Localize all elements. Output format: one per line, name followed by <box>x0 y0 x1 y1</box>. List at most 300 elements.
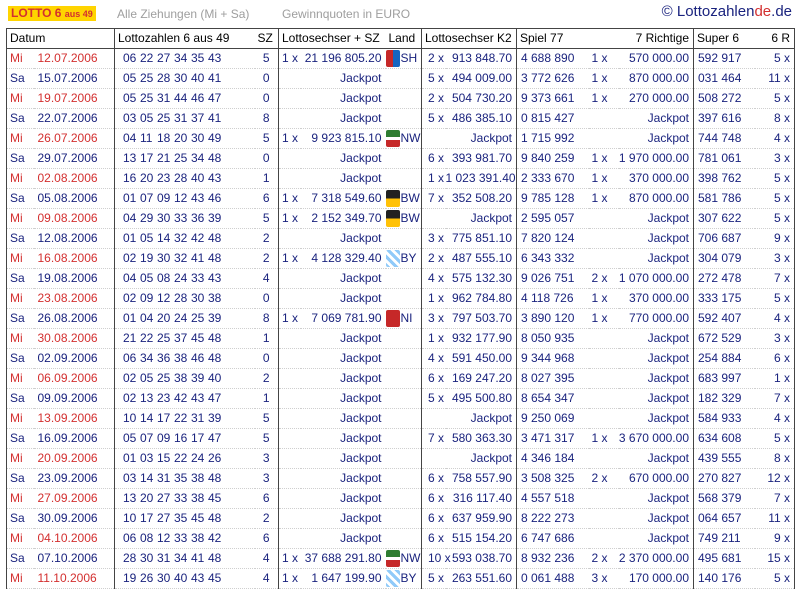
lotto-numbers <box>115 309 255 329</box>
flag-bayern-icon <box>386 250 400 267</box>
superzahl: 1 <box>255 169 279 189</box>
drawn-number: 33 <box>174 211 188 225</box>
drawn-number: 30 <box>191 131 205 145</box>
k2-amount: 932 177.90 <box>446 329 517 349</box>
lotto-results-table <box>6 28 795 589</box>
super6-number: 397 616 <box>694 109 755 129</box>
site-tld: de <box>775 3 792 20</box>
drawn-number: 30 <box>191 291 205 305</box>
land-cell <box>386 329 422 349</box>
table-row[interactable] <box>7 509 795 529</box>
k2-amount: 316 117.40 <box>446 489 517 509</box>
land-cell <box>386 569 422 589</box>
drawn-number: 04 <box>123 271 137 285</box>
s6-amount: Jackpot <box>301 369 386 389</box>
r7-count <box>589 449 619 469</box>
super6-number: 592 917 <box>694 49 755 69</box>
super6-number: 272 478 <box>694 269 755 289</box>
lotto-numbers <box>115 249 255 269</box>
superzahl: 4 <box>255 269 279 289</box>
flag-bayern-icon <box>386 570 400 587</box>
k2-count: 6 x <box>422 489 446 509</box>
drawn-number: 15 <box>157 451 171 465</box>
table-row[interactable] <box>7 269 795 289</box>
superzahl: 1 <box>255 329 279 349</box>
k2-amount: 591 450.00 <box>446 349 517 369</box>
k2-count <box>422 449 446 469</box>
drawn-number: 32 <box>174 251 188 265</box>
k2-count: 5 x <box>422 389 446 409</box>
drawn-number: 45 <box>191 511 205 525</box>
weekday: Sa <box>7 549 34 569</box>
table-row[interactable] <box>7 169 795 189</box>
drawn-number: 22 <box>140 331 154 345</box>
draw-date: 04.10.2006 <box>34 529 115 549</box>
s6-amount: Jackpot <box>301 329 386 349</box>
k2-amount: 486 385.10 <box>446 109 517 129</box>
k2-amount: 962 784.80 <box>446 289 517 309</box>
drawn-number: 30 <box>157 251 171 265</box>
lotto-numbers <box>115 49 255 69</box>
superzahl: 0 <box>255 89 279 109</box>
draw-date: 02.09.2006 <box>34 349 115 369</box>
r7-amount: 1 070 000.00 <box>619 269 694 289</box>
lotto-logo[interactable] <box>8 6 96 21</box>
spiel77-number: 9 250 069 <box>517 409 589 429</box>
table-row[interactable] <box>7 369 795 389</box>
draw-date: 29.07.2006 <box>34 149 115 169</box>
draw-date: 23.08.2006 <box>34 289 115 309</box>
spiel77-number: 9 373 661 <box>517 89 589 109</box>
r6-count: 5 x <box>755 89 795 109</box>
k2-count: 7 x <box>422 429 446 449</box>
lotto-numbers <box>115 89 255 109</box>
superzahl: 5 <box>255 409 279 429</box>
r6-count: 9 x <box>755 529 795 549</box>
land-code: NW <box>400 131 421 145</box>
draw-date: 11.10.2006 <box>34 569 115 589</box>
drawn-number: 42 <box>208 531 222 545</box>
k2-count: 1 x <box>422 169 446 189</box>
r6-count: 4 x <box>755 129 795 149</box>
drawn-number: 38 <box>174 371 188 385</box>
s6-count <box>279 109 301 129</box>
weekday: Sa <box>7 469 34 489</box>
table-row[interactable] <box>7 529 795 549</box>
k2-count: 4 x <box>422 349 446 369</box>
weekday: Mi <box>7 489 34 509</box>
k2-count: 5 x <box>422 69 446 89</box>
k2-count: 6 x <box>422 149 446 169</box>
s6-count <box>279 409 301 429</box>
drawn-number: 34 <box>174 551 188 565</box>
weekday: Sa <box>7 189 34 209</box>
drawn-number: 48 <box>208 471 222 485</box>
table-row[interactable] <box>7 129 795 149</box>
quotes-link[interactable]: Gewinnquoten in EURO <box>282 7 411 21</box>
drawn-number: 01 <box>123 191 137 205</box>
k2-count: 4 x <box>422 269 446 289</box>
table-row[interactable] <box>7 89 795 109</box>
k2-amount: Jackpot <box>446 449 517 469</box>
weekday: Mi <box>7 569 34 589</box>
weekday: Sa <box>7 349 34 369</box>
draw-date: 16.09.2006 <box>34 429 115 449</box>
super6-number: 307 622 <box>694 209 755 229</box>
drawn-number: 21 <box>157 151 171 165</box>
s6-count: 1 x <box>279 569 301 589</box>
k2-amount: 1 023 391.40 <box>446 169 517 189</box>
r7-amount: Jackpot <box>619 449 694 469</box>
drawn-number: 05 <box>123 71 137 85</box>
k2-count <box>422 129 446 149</box>
spiel77-number: 9 026 751 <box>517 269 589 289</box>
col-6r: 6 R <box>755 29 795 49</box>
table-row[interactable] <box>7 189 795 209</box>
drawn-number: 04 <box>123 211 137 225</box>
super6-number: 749 211 <box>694 529 755 549</box>
r6-count: 5 x <box>755 169 795 189</box>
table-row[interactable] <box>7 49 795 69</box>
table-row[interactable] <box>7 349 795 369</box>
spiel77-number: 8 222 273 <box>517 509 589 529</box>
drawn-number: 35 <box>174 471 188 485</box>
s6-count <box>279 289 301 309</box>
drawn-number: 06 <box>123 51 137 65</box>
r7-amount: Jackpot <box>619 509 694 529</box>
spiel77-number: 8 027 395 <box>517 369 589 389</box>
col-lottosechser-sz: Lottosechser + SZ <box>279 29 386 49</box>
r7-amount: 370 000.00 <box>619 169 694 189</box>
results-body <box>7 49 795 589</box>
drawn-number: 03 <box>123 111 137 125</box>
drawn-number: 44 <box>174 91 188 105</box>
k2-amount: 169 247.20 <box>446 369 517 389</box>
lotto-numbers <box>115 129 255 149</box>
spiel77-number: 3 772 626 <box>517 69 589 89</box>
drawn-number: 09 <box>140 291 154 305</box>
superzahl: 5 <box>255 129 279 149</box>
superzahl: 4 <box>255 569 279 589</box>
s6-count: 1 x <box>279 209 301 229</box>
lotto-numbers <box>115 229 255 249</box>
k2-amount: Jackpot <box>446 129 517 149</box>
drawn-number: 02 <box>123 391 137 405</box>
r6-count: 7 x <box>755 269 795 289</box>
lotto-numbers <box>115 509 255 529</box>
r7-count <box>589 349 619 369</box>
lotto-numbers <box>115 209 255 229</box>
draw-date: 30.09.2006 <box>34 509 115 529</box>
drawn-number: 34 <box>191 151 205 165</box>
super6-number: 744 748 <box>694 129 755 149</box>
drawn-number: 08 <box>140 531 154 545</box>
superzahl: 2 <box>255 249 279 269</box>
superzahl: 6 <box>255 489 279 509</box>
drawn-number: 16 <box>123 171 137 185</box>
land-cell <box>386 49 422 69</box>
land-cell <box>386 349 422 369</box>
r7-amount: 3 670 000.00 <box>619 429 694 449</box>
r7-amount: Jackpot <box>619 409 694 429</box>
drawn-number: 42 <box>174 391 188 405</box>
superzahl: 8 <box>255 309 279 329</box>
drawn-number: 10 <box>123 511 137 525</box>
logo-small: aus 49 <box>64 9 93 19</box>
weekday: Mi <box>7 529 34 549</box>
spiel77-number: 4 346 184 <box>517 449 589 469</box>
draw-date: 16.08.2006 <box>34 249 115 269</box>
land-code: BY <box>400 571 417 585</box>
r7-count: 1 x <box>589 89 619 109</box>
land-cell <box>386 429 422 449</box>
s6-amount: 4 128 329.40 <box>301 249 386 269</box>
land-cell <box>386 449 422 469</box>
drawn-number: 48 <box>208 251 222 265</box>
drawn-number: 46 <box>191 351 205 365</box>
drawn-number: 38 <box>191 471 205 485</box>
r7-count: 1 x <box>589 69 619 89</box>
weekday: Sa <box>7 309 34 329</box>
lotto-numbers <box>115 189 255 209</box>
r7-amount: 170 000.00 <box>619 569 694 589</box>
all-draws-link[interactable]: Alle Ziehungen (Mi + Sa) <box>117 7 250 21</box>
k2-count: 5 x <box>422 569 446 589</box>
s6-count <box>279 149 301 169</box>
super6-number: 568 379 <box>694 489 755 509</box>
table-row[interactable] <box>7 409 795 429</box>
land-cell <box>386 309 422 329</box>
drawn-number: 17 <box>157 411 171 425</box>
table-row[interactable] <box>7 489 795 509</box>
land-cell <box>386 89 422 109</box>
drawn-number: 38 <box>191 491 205 505</box>
k2-amount: Jackpot <box>446 409 517 429</box>
super6-number: 683 997 <box>694 369 755 389</box>
weekday: Sa <box>7 429 34 449</box>
r7-count <box>589 529 619 549</box>
drawn-number: 34 <box>174 51 188 65</box>
drawn-number: 26 <box>208 451 222 465</box>
weekday: Sa <box>7 69 34 89</box>
k2-amount: 593 038.70 <box>446 549 517 569</box>
weekday: Mi <box>7 289 34 309</box>
table-row[interactable] <box>7 569 795 589</box>
draw-date: 20.09.2006 <box>34 449 115 469</box>
flag-niedersachsen-icon <box>386 310 400 327</box>
spiel77-number: 8 050 935 <box>517 329 589 349</box>
table-row[interactable] <box>7 309 795 329</box>
site-brand[interactable] <box>662 3 792 20</box>
drawn-number: 25 <box>174 151 188 165</box>
land-code: NW <box>400 551 421 565</box>
drawn-number: 41 <box>191 551 205 565</box>
drawn-number: 17 <box>140 511 154 525</box>
drawn-number: 22 <box>174 451 188 465</box>
drawn-number: 20 <box>174 131 188 145</box>
drawn-number: 09 <box>157 191 171 205</box>
super6-number: 672 529 <box>694 329 755 349</box>
r7-count: 1 x <box>589 149 619 169</box>
drawn-number: 40 <box>191 71 205 85</box>
drawn-number: 28 <box>157 71 171 85</box>
s6-amount: Jackpot <box>301 469 386 489</box>
drawn-number: 11 <box>140 131 153 145</box>
drawn-number: 47 <box>208 91 222 105</box>
lotto-numbers <box>115 269 255 289</box>
s6-count: 1 x <box>279 249 301 269</box>
col-super6: Super 6 <box>694 29 755 49</box>
table-row[interactable] <box>7 329 795 349</box>
k2-amount: Jackpot <box>446 209 517 229</box>
superzahl: 3 <box>255 469 279 489</box>
drawn-number: 23 <box>157 391 171 405</box>
spiel77-number: 8 654 347 <box>517 389 589 409</box>
lotto-numbers <box>115 449 255 469</box>
land-code: SH <box>400 51 418 65</box>
table-row[interactable] <box>7 429 795 449</box>
super6-number: 781 061 <box>694 149 755 169</box>
drawn-number: 18 <box>157 131 171 145</box>
s6-amount: Jackpot <box>301 449 386 469</box>
draw-date: 09.08.2006 <box>34 209 115 229</box>
table-row[interactable] <box>7 249 795 269</box>
r6-count: 5 x <box>755 189 795 209</box>
r7-amount: 870 000.00 <box>619 189 694 209</box>
drawn-number: 47 <box>208 391 222 405</box>
r6-count: 5 x <box>755 209 795 229</box>
drawn-number: 17 <box>140 151 154 165</box>
drawn-number: 19 <box>123 571 137 585</box>
drawn-number: 13 <box>140 391 154 405</box>
drawn-number: 31 <box>174 111 188 125</box>
r7-count: 2 x <box>589 549 619 569</box>
k2-amount: 797 503.70 <box>446 309 517 329</box>
r7-count <box>589 329 619 349</box>
s6-count <box>279 529 301 549</box>
weekday: Mi <box>7 89 34 109</box>
weekday: Mi <box>7 129 34 149</box>
draw-date: 26.07.2006 <box>34 129 115 149</box>
k2-amount: 393 981.70 <box>446 149 517 169</box>
drawn-number: 42 <box>191 231 205 245</box>
r7-amount: Jackpot <box>619 529 694 549</box>
drawn-number: 12 <box>174 191 188 205</box>
r7-count: 1 x <box>589 309 619 329</box>
super6-number: 581 786 <box>694 189 755 209</box>
r6-count: 1 x <box>755 369 795 389</box>
r6-count: 5 x <box>755 289 795 309</box>
table-row[interactable] <box>7 469 795 489</box>
drawn-number: 10 <box>123 411 137 425</box>
s6-count <box>279 369 301 389</box>
land-cell <box>386 369 422 389</box>
drawn-number: 16 <box>174 431 188 445</box>
drawn-number: 48 <box>208 151 222 165</box>
drawn-number: 20 <box>140 491 154 505</box>
top-bar <box>0 0 800 28</box>
superzahl: 5 <box>255 429 279 449</box>
table-row[interactable] <box>7 289 795 309</box>
drawn-number: 02 <box>123 251 137 265</box>
r7-count <box>589 409 619 429</box>
super6-number: 508 272 <box>694 89 755 109</box>
r7-amount: 270 000.00 <box>619 89 694 109</box>
k2-count: 2 x <box>422 249 446 269</box>
super6-number: 634 608 <box>694 429 755 449</box>
land-cell <box>386 289 422 309</box>
r6-count: 3 x <box>755 249 795 269</box>
lotto-numbers <box>115 109 255 129</box>
r7-amount: Jackpot <box>619 369 694 389</box>
table-row[interactable] <box>7 149 795 169</box>
drawn-number: 38 <box>208 291 222 305</box>
drawn-number: 28 <box>123 551 137 565</box>
r7-amount: 2 370 000.00 <box>619 549 694 569</box>
table-row[interactable] <box>7 449 795 469</box>
super6-number: 254 884 <box>694 349 755 369</box>
drawn-number: 45 <box>191 331 205 345</box>
lotto-numbers <box>115 369 255 389</box>
land-cell <box>386 469 422 489</box>
drawn-number: 12 <box>157 291 171 305</box>
table-row[interactable] <box>7 109 795 129</box>
r7-amount: Jackpot <box>619 229 694 249</box>
lotto-numbers <box>115 69 255 89</box>
table-row[interactable] <box>7 389 795 409</box>
r6-count: 4 x <box>755 309 795 329</box>
draw-date: 27.09.2006 <box>34 489 115 509</box>
drawn-number: 28 <box>174 291 188 305</box>
r6-count: 3 x <box>755 329 795 349</box>
drawn-number: 20 <box>140 171 154 185</box>
land-cell <box>386 389 422 409</box>
logo-main: LOTTO 6 <box>11 6 62 20</box>
r6-count: 6 x <box>755 349 795 369</box>
weekday: Mi <box>7 449 34 469</box>
col-7-richtige: 7 Richtige <box>589 29 694 49</box>
s6-count <box>279 89 301 109</box>
s6-count: 1 x <box>279 309 301 329</box>
table-row[interactable] <box>7 69 795 89</box>
super6-number: 495 681 <box>694 549 755 569</box>
draw-date: 09.09.2006 <box>34 389 115 409</box>
spiel77-number: 0 061 488 <box>517 569 589 589</box>
drawn-number: 25 <box>140 71 154 85</box>
s6-count <box>279 349 301 369</box>
drawn-number: 13 <box>123 151 137 165</box>
table-row[interactable] <box>7 229 795 249</box>
table-row[interactable] <box>7 209 795 229</box>
land-cell <box>386 69 422 89</box>
draw-date: 15.07.2006 <box>34 69 115 89</box>
s6-amount: Jackpot <box>301 529 386 549</box>
r7-count: 2 x <box>589 269 619 289</box>
drawn-number: 31 <box>157 471 171 485</box>
superzahl: 6 <box>255 529 279 549</box>
draw-date: 26.08.2006 <box>34 309 115 329</box>
r6-count: 15 x <box>755 549 795 569</box>
r7-amount: 570 000.00 <box>619 49 694 69</box>
land-cell <box>386 489 422 509</box>
superzahl: 6 <box>255 189 279 209</box>
table-row[interactable] <box>7 549 795 569</box>
spiel77-number: 4 688 890 <box>517 49 589 69</box>
drawn-number: 37 <box>174 331 188 345</box>
k2-count: 2 x <box>422 89 446 109</box>
superzahl: 5 <box>255 209 279 229</box>
drawn-number: 43 <box>208 271 222 285</box>
